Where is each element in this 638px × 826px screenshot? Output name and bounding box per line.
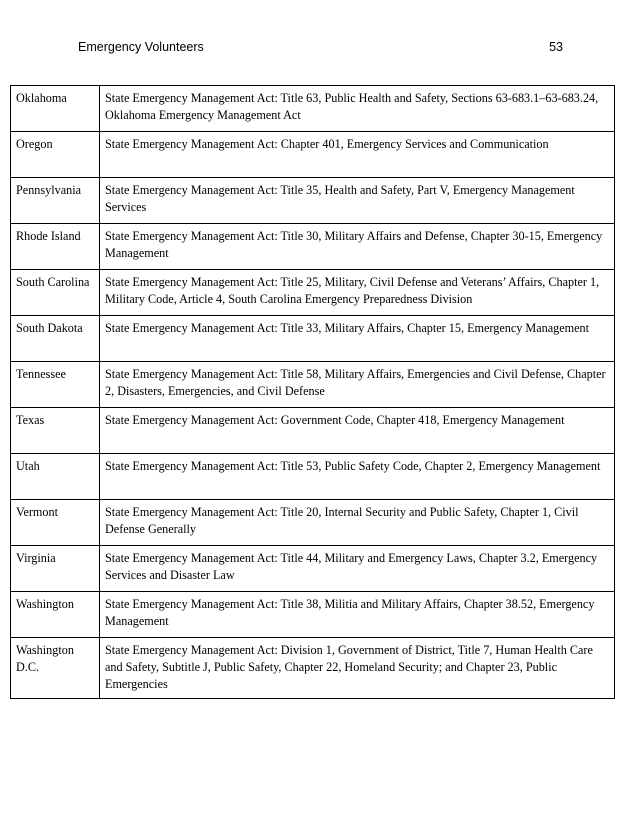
- table-row: [11, 408, 615, 454]
- state-cell: Oregon: [11, 132, 100, 178]
- table-row: [11, 224, 615, 270]
- statute-cell: State Emergency Management Act: Title 53, Public Safety Code, Chapter 2, Emergency Management: [100, 454, 615, 500]
- state-cell: Virginia: [11, 546, 100, 592]
- statute-cell: State Emergency Management Act: Government Code, Chapter 418, Emergency Management: [100, 408, 615, 454]
- table-row: [11, 592, 615, 638]
- table-row: [11, 362, 615, 408]
- table-row: [11, 86, 615, 132]
- statute-cell: State Emergency Management Act: Title 25, Military, Civil Defense and Veterans’ Affairs, Chapter 1, Military Code, Article 4, South Carolina Emergency Preparedness Division: [100, 270, 615, 316]
- statute-cell: State Emergency Management Act: Title 38, Militia and Military Affairs, Chapter 38.52, Emergency Management: [100, 592, 615, 638]
- state-statutes-table: [10, 85, 615, 699]
- state-cell: Tennessee: [11, 362, 100, 408]
- state-cell: Utah: [11, 454, 100, 500]
- state-cell: Washington D.C.: [11, 638, 100, 699]
- statute-cell: State Emergency Management Act: Title 63, Public Health and Safety, Sections 63-683.1–63-683.24, Oklahoma Emergency Management Act: [100, 86, 615, 132]
- state-cell: South Dakota: [11, 316, 100, 362]
- state-cell: Washington: [11, 592, 100, 638]
- document-title: Emergency Volunteers: [78, 40, 204, 54]
- statute-cell: State Emergency Management Act: Title 44, Military and Emergency Laws, Chapter 3.2, Emergency Services and Disaster Law: [100, 546, 615, 592]
- table-row: [11, 270, 615, 316]
- table-row: [11, 500, 615, 546]
- statute-cell: State Emergency Management Act: Title 33, Military Affairs, Chapter 15, Emergency Management: [100, 316, 615, 362]
- table-row: [11, 178, 615, 224]
- state-cell: Texas: [11, 408, 100, 454]
- statute-cell: State Emergency Management Act: Title 30, Military Affairs and Defense, Chapter 30-15, Emergency Management: [100, 224, 615, 270]
- page-number: 53: [549, 40, 563, 54]
- statute-cell: State Emergency Management Act: Title 35, Health and Safety, Part V, Emergency Management Services: [100, 178, 615, 224]
- table-row: [11, 454, 615, 500]
- table-row: [11, 638, 615, 699]
- state-cell: Oklahoma: [11, 86, 100, 132]
- state-cell: Pennsylvania: [11, 178, 100, 224]
- table-row: [11, 132, 615, 178]
- statute-cell: State Emergency Management Act: Title 58, Military Affairs, Emergencies and Civil Defense, Chapter 2, Disasters, Emergencies, and Civil Defense: [100, 362, 615, 408]
- state-cell: Vermont: [11, 500, 100, 546]
- statute-cell: State Emergency Management Act: Division 1, Government of District, Title 7, Human Health Care and Safety, Subtitle J, Public Safety, Chapter 22, Homeland Security; and Chapter 23, Public Emergencies: [100, 638, 615, 699]
- state-cell: South Carolina: [11, 270, 100, 316]
- table-row: [11, 316, 615, 362]
- statute-cell: State Emergency Management Act: Title 20, Internal Security and Public Safety, Chapter 1, Civil Defense Generally: [100, 500, 615, 546]
- statute-cell: State Emergency Management Act: Chapter 401, Emergency Services and Communication: [100, 132, 615, 178]
- table-row: [11, 546, 615, 592]
- state-cell: Rhode Island: [11, 224, 100, 270]
